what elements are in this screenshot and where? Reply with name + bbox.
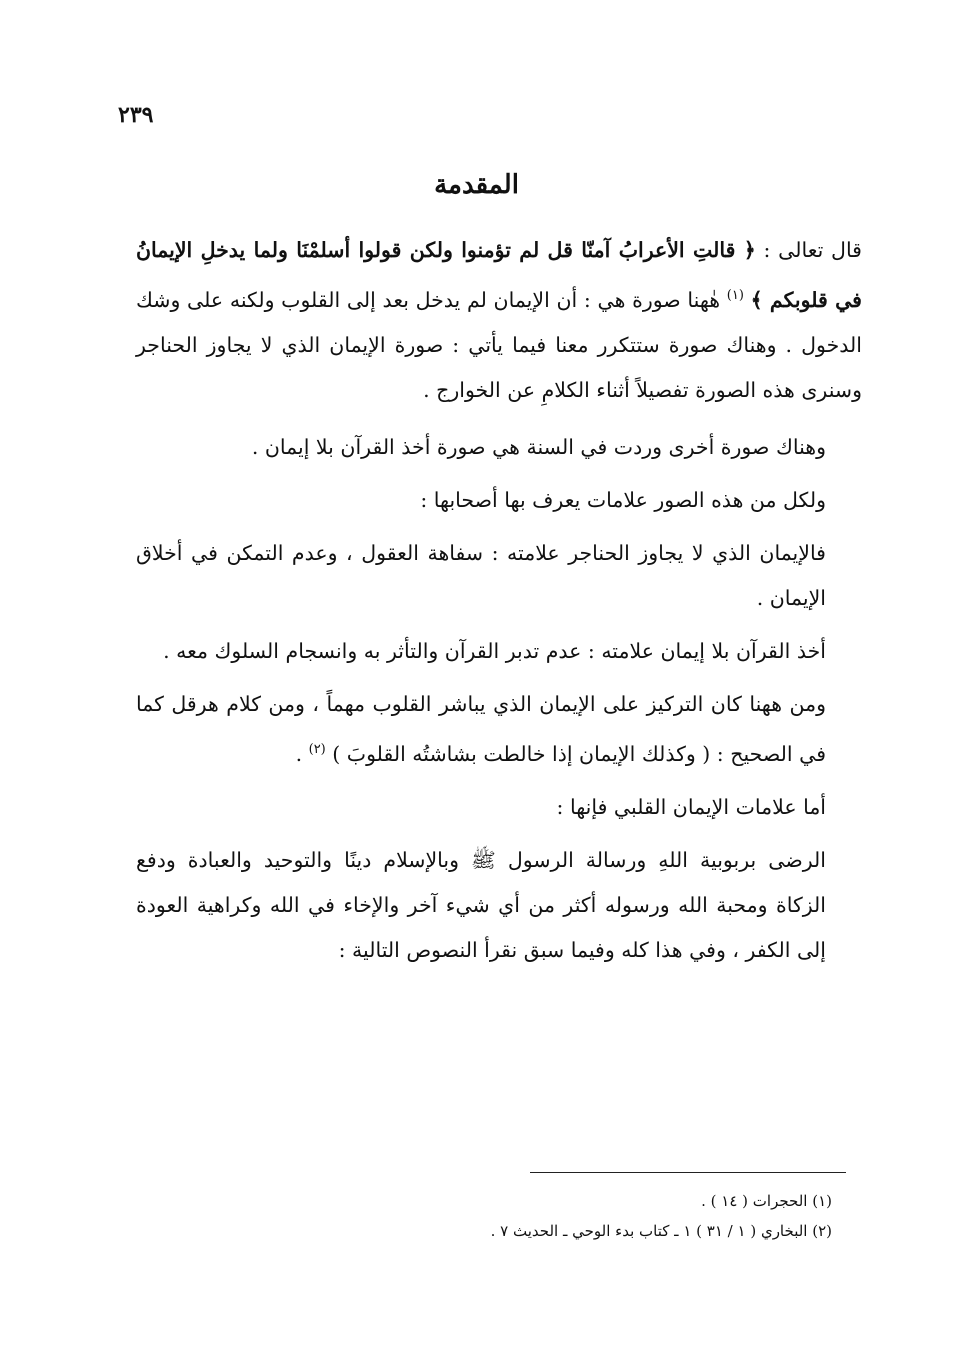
paragraph-signs: ولكل من هذه الصور علامات يعرف بها أصحابها : [420, 487, 826, 512]
footnotes [400, 1186, 832, 1246]
body-text [136, 228, 862, 985]
paragraph-faith-throat: فالإيمان الذي لا يجاوز الحناجر علامته : سفاهة العقول ، وعدم التمكن في أخلاق الإيمان . [136, 540, 826, 610]
paragraph-intro-rest: هٰهنا صورة هي : أن الإيمان لم يدخل بعد إلى القلوب ولكنه على وشك الدخول . وهناك صورة ستتكرر معنا فيما يأتي : صورة الإيمان الذي لا يجاوز الحناجر وسنرى هذه الصورة تفصيلاً أثناء الكلامِ عن الخوارج . [136, 287, 862, 402]
paragraph-heart-faith-signs: أما علامات الإيمان القلبي فإنها : [556, 794, 826, 819]
paragraph-quran-without-faith: أخذ القرآن بلا إيمان علامته : عدم تدبر القرآن والتأثر به وانسجام السلوك معه . [163, 638, 826, 663]
footnote-2: (٢) البخاري ( ١ / ٣١ ) ١ ـ كتاب بدء الوحي ـ الحديث ٧ . [490, 1222, 832, 1240]
paragraph-contentment: الرضى بربوبية اللهِ ورسالة الرسول ﷺ وبالإسلام دينًا والتوحيد والعبادة ودفع الزكاة ومحبة الله ورسوله أكثر من أي شيء آخر والإخاء في الله وكراهية العودة إلى الكفر ، وفي هذا كله وفيما سبق نقرأ النصوص التالية : [136, 847, 826, 962]
page-number: ٢٣٩ [118, 102, 154, 128]
footnote-ref-1: (١) [726, 288, 744, 303]
footnote-ref-2: (٢) [308, 741, 326, 757]
footnote-divider [530, 1172, 846, 1173]
quran-verse: ﴿ قالتِ الأعرابُ آمنّا قل لم تؤمنوا ولكن قولوا أسلمْنَا ولما يدخلِ الإيمانُ في قلوبكم ﴾ [136, 238, 862, 312]
paragraph-another-image: وهناك صورة أخرى وردت في السنة هي صورة أخذ القرآن بلا إيمان . [251, 434, 826, 459]
paragraph-heraclius-end: . [295, 741, 309, 766]
paragraph-intro [136, 228, 862, 413]
paragraph-intro-lead: قال تعالى : [755, 238, 862, 262]
page-title: المقدمة [434, 170, 519, 200]
paragraph-heraclius [136, 682, 862, 777]
paragraph-heraclius-text: ومن ههنا كان التركيز على الإيمان الذي يباشر القلوب مهماً ، ومن كلام هرقل كما في الصحيح : ( وكذلك الإيمان إذا خالطت بشاشتُه القلوبَ ) [136, 691, 826, 766]
footnote-1: (١) الحجرات ( ١٤ ) . [701, 1192, 832, 1210]
